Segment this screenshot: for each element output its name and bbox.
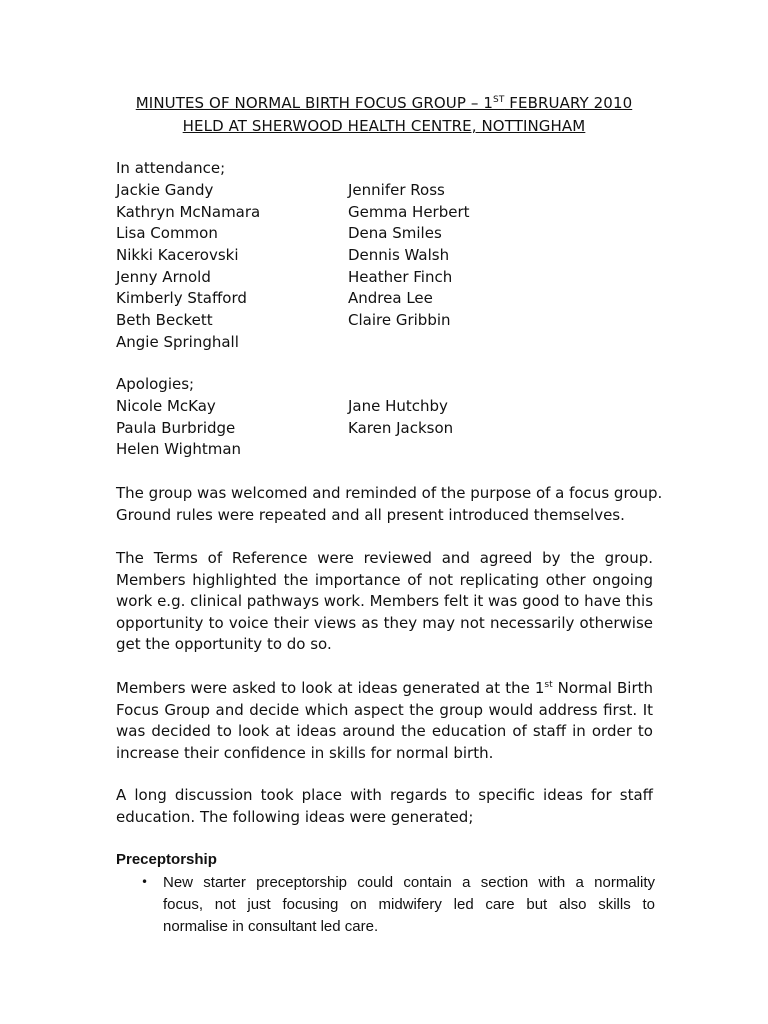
apologies-heading: Apologies; [116, 375, 195, 393]
name-left: Beth Beckett [116, 311, 213, 330]
name-left: Jackie Gandy [116, 181, 214, 199]
name-right: Jennifer Ross [348, 181, 445, 199]
document-subtitle: HELD AT SHERWOOD HEALTH CENTRE, NOTTINGHAM [182, 117, 586, 135]
paragraph-line: focus, not just focusing on midwifery led care but also skills to [163, 895, 655, 913]
name-right: Heather Finch [348, 267, 453, 286]
title-date-text: FEBRUARY 2010 [504, 94, 633, 112]
name-row [116, 267, 656, 289]
paragraph-line [116, 678, 653, 700]
name-row [116, 310, 656, 332]
paragraph-line: The Terms of Reference were reviewed and agreed by the group. [116, 549, 653, 567]
name-row [116, 245, 656, 267]
name-right: Claire Gribbin [348, 311, 451, 330]
name-right: Gemma Herbert [348, 202, 470, 221]
name-left: Nikki Kacerovski [116, 246, 239, 265]
name-left: Paula Burbridge [116, 418, 236, 437]
paragraph-line: Focus Group and decide which aspect the group would address first. It [116, 700, 653, 719]
paragraph-ideas [116, 678, 653, 764]
paragraph-line: normalise in consultant led care. [163, 917, 379, 935]
paragraph-terms-of-reference [116, 548, 653, 656]
name-right: Jane Hutchby [348, 397, 448, 415]
name-right: Andrea Lee [348, 289, 433, 308]
paragraph-line: was decided to look at ideas around the education of staff in order to [116, 722, 653, 741]
bullet-text [163, 872, 655, 937]
paragraph-line: increase their confidence in skills for normal birth. [116, 743, 494, 762]
name-left: Lisa Common [116, 224, 218, 243]
name-row [116, 223, 656, 245]
paragraph-line: Ground rules were repeated and all present introduced themselves. [116, 505, 625, 524]
name-left: Kimberly Stafford [116, 289, 247, 308]
paragraph-line: education. The following ideas were generated; [116, 807, 474, 826]
paragraph-line: work e.g. clinical pathways work. Members felt it was good to have this [116, 592, 654, 611]
paragraph-discussion [116, 785, 653, 828]
name-left: Nicole McKay [116, 397, 216, 415]
name-right: Karen Jackson [348, 418, 454, 437]
title-text: MINUTES OF NORMAL BIRTH FOCUS GROUP – 1 [135, 94, 494, 112]
paragraph-line: opportunity to voice their views as they may not necessarily otherwise [116, 613, 653, 632]
name-left: Kathryn McNamara [116, 202, 261, 221]
title-ordinal-superscript: ST [493, 95, 505, 105]
ordinal-superscript: st [544, 680, 553, 690]
paragraph-line: A long discussion took place with regards to specific ideas for staff [116, 786, 653, 804]
name-row [116, 439, 656, 461]
paragraph-text: Members were asked to look at ideas generated at the 1 [116, 679, 545, 697]
name-row [116, 332, 656, 354]
name-row [116, 180, 656, 202]
attendance-heading: In attendance; [116, 159, 226, 177]
name-left: Jenny Arnold [116, 267, 211, 286]
name-row [116, 418, 656, 440]
name-row [116, 202, 656, 224]
name-left: Helen Wightman [116, 440, 242, 459]
name-right: Dena Smiles [348, 224, 442, 243]
document-title [0, 93, 768, 115]
paragraph-line: get the opportunity to do so. [116, 635, 332, 654]
section-heading-preceptorship: Preceptorship [116, 851, 217, 868]
name-right: Dennis Walsh [348, 246, 450, 265]
paragraph-welcome [116, 483, 663, 526]
paragraph-line: New starter preceptorship could contain a section with a normality [163, 874, 655, 891]
paragraph-text: Normal Birth [552, 679, 653, 697]
paragraph-line: Members highlighted the importance of not replicating other ongoing [116, 570, 653, 589]
bullet-dot-icon: • [141, 875, 149, 889]
name-row [116, 288, 656, 310]
attendance-list [116, 180, 656, 354]
name-row [116, 396, 656, 418]
paragraph-line: The group was welcomed and reminded of the purpose of a focus group. [116, 484, 663, 502]
name-left: Angie Springhall [116, 332, 239, 351]
apologies-list [116, 396, 656, 461]
